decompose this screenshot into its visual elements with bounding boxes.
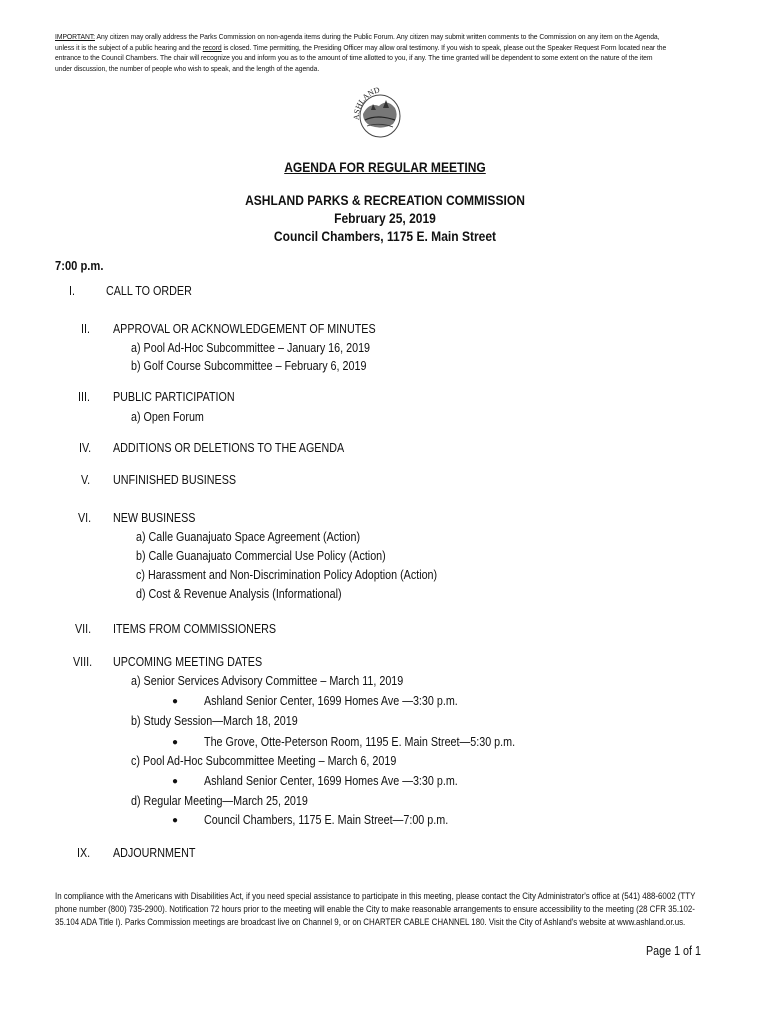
item-number: I. [69,284,75,298]
item-number: VI. [78,511,92,525]
item-number: II. [81,322,90,336]
ashland-seal-logo [343,80,421,142]
notice-text-1: Any citizen may orally address the Parks Commission on non-agenda items during the Public Forum. Any citizen may submit written comments to the Commission on any item on the Agenda, unless it is the subject of a public hearing and the [55,32,660,52]
meeting-detail: The Grove, Otte-Peterson Room, 1195 E. Main Street—5:30 p.m. [204,735,516,749]
notice-text-2: is closed. Time permitting, the Presiding Officer may allow oral testimony. If you wish to speak, please out the Speaker Request Form located near the entrance to the Council Chambers. The chair will recognize you and inform you as to the amount of time allotted to you, if any. The time granted will be dependent to some extent on the nature of the item under discussion, the number of people who wish to speak, and the length of the agenda. [55,42,667,73]
agenda-item-new-business: NEW BUSINESS [113,511,196,525]
bullet-icon: ● [172,815,179,826]
notice-label: IMPORTANT: [55,32,96,41]
sub-item: a) Open Forum [131,410,204,424]
agenda-item-adjournment: ADJOURNMENT [113,846,196,860]
item-number: VII. [75,622,92,636]
meeting-time: 7:00 p.m. [55,258,104,273]
agenda-item-additions: ADDITIONS OR DELETIONS TO THE AGENDA [113,441,345,455]
sub-item: b) Golf Course Subcommittee – February 6, 2019 [131,359,367,373]
meeting-detail: Ashland Senior Center, 1699 Homes Ave —3:30 p.m. [204,694,458,708]
meeting-location: Council Chambers, 1175 E. Main Street [273,228,497,244]
item-number: V. [81,473,91,487]
ada-compliance-notice: In compliance with the Americans with Disabilities Act, if you need special assistance to participate in this meeting, please contact the City Administrator's office at (541) 488-6002 (TTY phone number (800) 735-2900). Notification 72 hours prior to the meeting will enable the City to make reasonable arrangements to ensure accessibility to the meeting (28 CFR 35.102-35.104 ADA Title I). Parks Commission meetings are broadcast live on Channel 9, or on CHARTER CABLE CHANNEL 180. Visit the City of Ashland's website at www.ashland.or.us. [55,891,696,927]
sub-item: b) Study Session—March 18, 2019 [131,714,298,728]
bullet-icon: ● [172,776,179,787]
sub-item: a) Senior Services Advisory Committee – March 11, 2019 [131,674,404,688]
agenda-title: AGENDA FOR REGULAR MEETING [284,159,486,175]
sub-item: a) Calle Guanajuato Space Agreement (Action) [136,530,361,544]
item-number: VIII. [73,655,93,669]
agenda-item-commissioners: ITEMS FROM COMMISSIONERS [113,622,277,636]
sub-item: d) Regular Meeting—March 25, 2019 [131,794,308,808]
agenda-item-upcoming-meetings: UPCOMING MEETING DATES [113,655,263,669]
public-forum-notice [55,32,669,74]
meeting-detail: Ashland Senior Center, 1699 Homes Ave —3:30 p.m. [204,774,458,788]
bullet-icon: ● [172,696,179,707]
bullet-icon: ● [172,737,179,748]
agenda-item-call-to-order: CALL TO ORDER [106,284,192,298]
agenda-item-minutes: APPROVAL OR ACKNOWLEDGEMENT OF MINUTES [113,322,376,336]
item-number: III. [78,390,90,404]
sub-item: c) Harassment and Non-Discrimination Policy Adoption (Action) [136,568,438,582]
meeting-header [54,191,716,245]
meeting-date: February 25, 2019 [334,210,436,226]
item-number: IV. [79,441,92,455]
sub-item: d) Cost & Revenue Analysis (Informational) [136,587,342,601]
agenda-item-unfinished-business: UNFINISHED BUSINESS [113,473,237,487]
seal-text: ASHLAND [351,85,381,121]
sub-item: b) Calle Guanajuato Commercial Use Policy (Action) [136,549,386,563]
commission-name: ASHLAND PARKS & RECREATION COMMISSION [245,192,525,208]
notice-record-word: record [202,42,222,52]
meeting-detail: Council Chambers, 1175 E. Main Street—7:00 p.m. [204,813,449,827]
item-number: IX. [77,846,91,860]
page-number: Page 1 of 1 [646,944,701,958]
sub-item: c) Pool Ad-Hoc Subcommittee Meeting – March 6, 2019 [131,754,397,768]
agenda-item-public-participation: PUBLIC PARTICIPATION [113,390,235,404]
sub-item: a) Pool Ad-Hoc Subcommittee – January 16, 2019 [131,341,371,355]
